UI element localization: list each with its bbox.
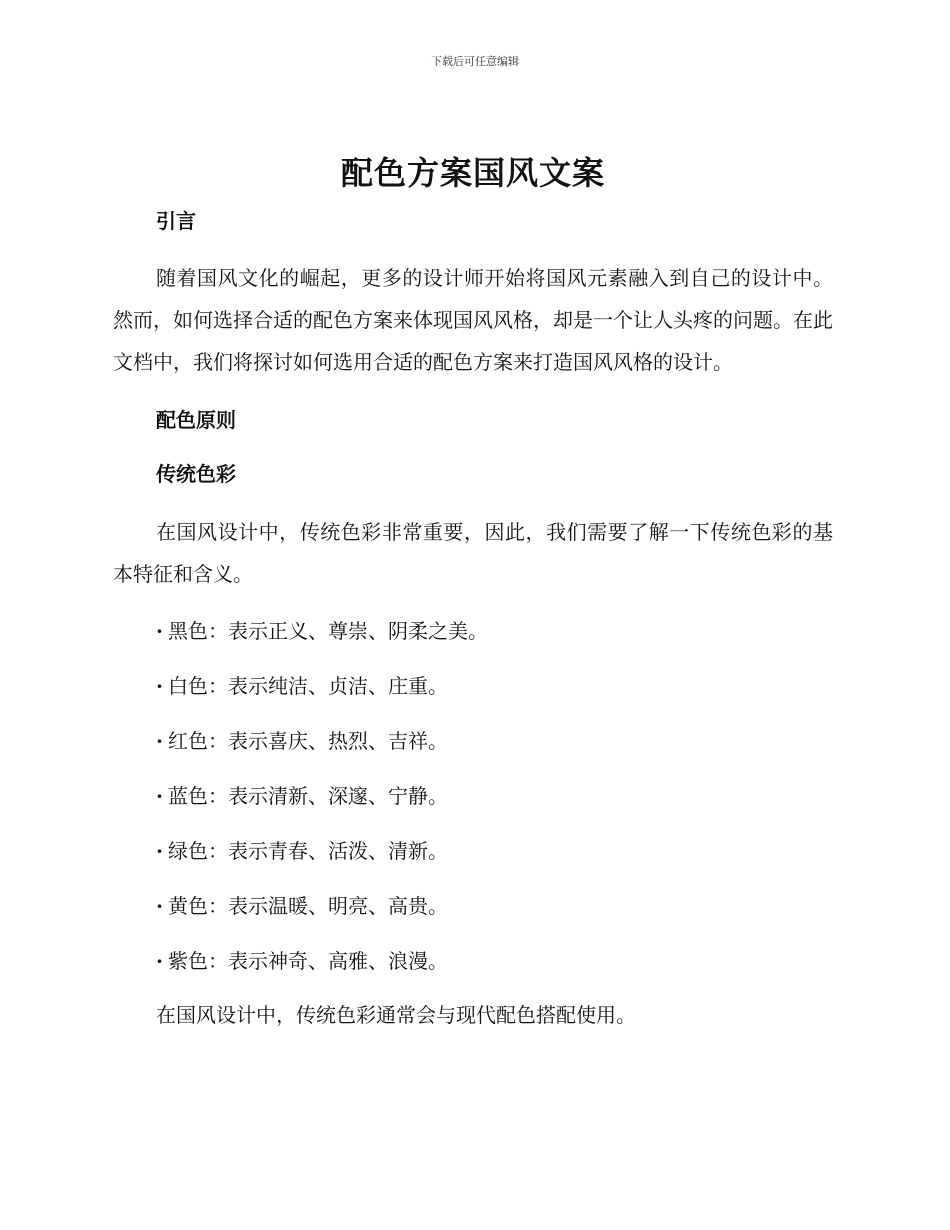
- bullet-dot: ·: [156, 894, 163, 918]
- list-item-text: 白色：表示纯洁、贞洁、庄重。: [168, 674, 448, 698]
- list-item: [156, 947, 833, 975]
- closing-paragraph: 在国风设计中，传统色彩通常会与现代配色搭配使用。: [156, 1003, 636, 1027]
- traditional-colors-paragraph: 在国风设计中，传统色彩非常重要，因此，我们需要了解一下传统色彩的基本特征和含义。: [113, 520, 833, 586]
- bullet-dot: ·: [156, 729, 163, 753]
- page-header-note: 下载后可任意编辑: [431, 55, 519, 68]
- bullet-dot: ·: [156, 839, 163, 863]
- bullet-dot: ·: [156, 619, 163, 643]
- intro-paragraph: 随着国风文化的崛起，更多的设计师开始将国风元素融入到自己的设计中。然而，如何选择合适的配色方案来体现国风风格，却是一个让人头疼的问题。在此文档中，我们将探讨如何选用合适的配色方案来打造国风风格的设计。: [113, 266, 833, 374]
- list-item-text: 黑色：表示正义、尊崇、阴柔之美。: [168, 619, 488, 643]
- bullet-dot: ·: [156, 784, 163, 808]
- document-title: 配色方案国风文案: [340, 154, 605, 192]
- bullet-dot: ·: [156, 949, 163, 973]
- list-item: [156, 617, 833, 645]
- list-item: [156, 672, 833, 700]
- section-heading-principles: 配色原则: [156, 408, 236, 432]
- section-heading-traditional-colors: 传统色彩: [156, 462, 236, 486]
- list-item-text: 红色：表示喜庆、热烈、吉祥。: [168, 729, 448, 753]
- list-item: [156, 782, 833, 810]
- list-item-text: 蓝色：表示清新、深邃、宁静。: [168, 784, 448, 808]
- list-item-text: 绿色：表示青春、活泼、清新。: [168, 839, 448, 863]
- color-meaning-list: [113, 617, 833, 975]
- bullet-dot: ·: [156, 674, 163, 698]
- list-item: [156, 837, 833, 865]
- section-heading-intro: 引言: [156, 209, 196, 233]
- list-item: [156, 892, 833, 920]
- list-item-text: 紫色：表示神奇、高雅、浪漫。: [168, 949, 448, 973]
- document-body: [113, 150, 833, 1036]
- list-item-text: 黄色：表示温暖、明亮、高贵。: [168, 894, 448, 918]
- list-item: [156, 727, 833, 755]
